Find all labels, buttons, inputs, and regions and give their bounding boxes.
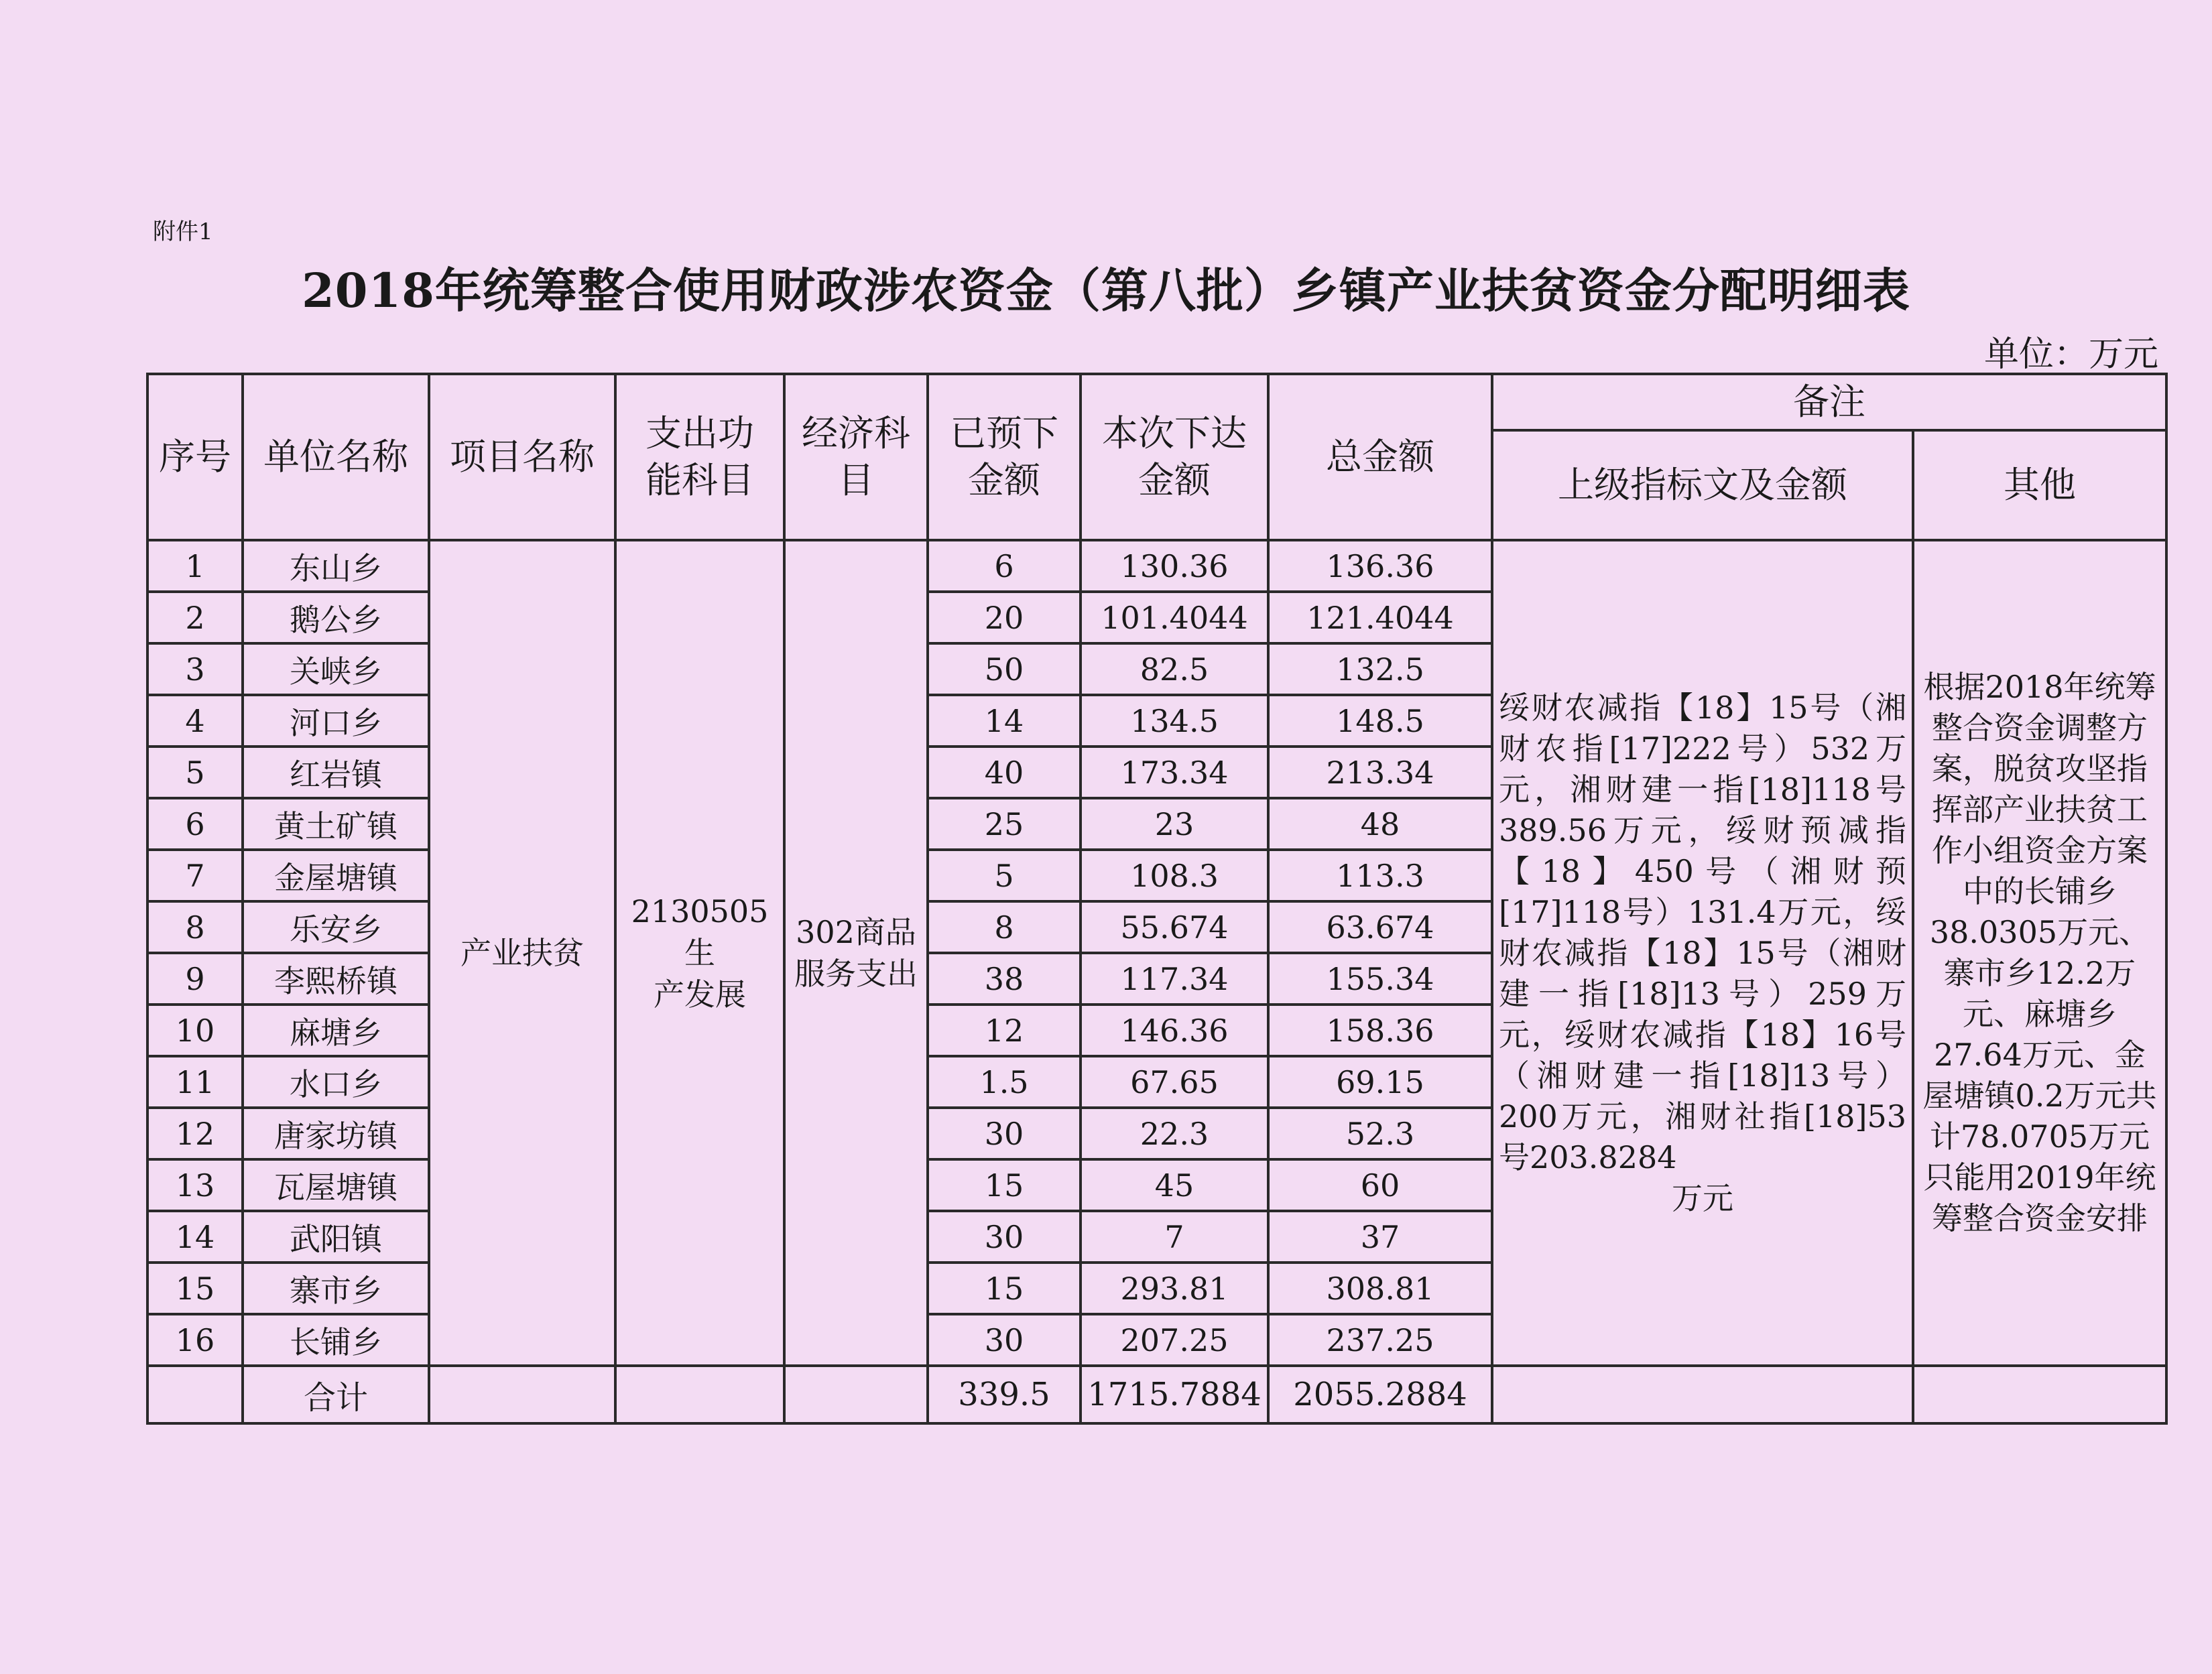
header-econ-line2: 目 (838, 459, 874, 501)
func-subject-line2: 产发展 (654, 976, 746, 1013)
cell-seq: 11 (147, 1056, 243, 1108)
cell-prior: 1.5 (928, 1056, 1081, 1108)
cell-seq: 1 (147, 540, 243, 592)
cell-total: 37 (1268, 1211, 1492, 1263)
cell-total: 113.3 (1268, 850, 1492, 901)
cell-func-subject (615, 540, 784, 1366)
header-seq: 序号 (147, 374, 243, 540)
header-remarks: 备注 (1492, 374, 2166, 430)
cell-seq: 9 (147, 953, 243, 1005)
other-note: 根据2018年统筹整合资金调整方案，脱贫攻坚指挥部产业扶贫工作小组资金方案中的长铺乡38.0305万元、寨市乡12.2万元、麻塘乡27.64万元、金屋塘镇0.2万元共计78.0705万元只能用2019年统筹整合资金安排 (1913, 540, 2166, 1366)
cell-unit-name: 金屋塘镇 (243, 850, 429, 901)
cell-total: 136.36 (1268, 540, 1492, 592)
cell-prior: 30 (928, 1211, 1081, 1263)
superior-note (1492, 540, 1913, 1366)
cell-unit-name: 水口乡 (243, 1056, 429, 1108)
header-superior: 上级指标文及金额 (1492, 430, 1913, 540)
cell-unit-name: 河口乡 (243, 695, 429, 747)
superior-note-end: 万元 (1672, 1179, 1733, 1216)
cell-current: 82.5 (1081, 643, 1268, 695)
cell-prior: 14 (928, 695, 1081, 747)
cell-prior: 25 (928, 798, 1081, 850)
cell-total: 308.81 (1268, 1263, 1492, 1314)
cell-prior: 15 (928, 1159, 1081, 1211)
cell-unit-name: 李熙桥镇 (243, 953, 429, 1005)
header-project: 项目名称 (429, 374, 615, 540)
cell-current: 67.65 (1081, 1056, 1268, 1108)
cell-unit-name: 麻塘乡 (243, 1005, 429, 1056)
table-row (147, 540, 2166, 592)
header-func-line2: 能科目 (646, 459, 754, 501)
cell-total: 155.34 (1268, 953, 1492, 1005)
allocation-table (146, 373, 2168, 1425)
total-current: 1715.7884 (1081, 1366, 1268, 1423)
total-other-empty (1913, 1366, 2166, 1423)
cell-seq: 14 (147, 1211, 243, 1263)
cell-seq: 6 (147, 798, 243, 850)
cell-total: 121.4044 (1268, 592, 1492, 643)
cell-econ-subject (784, 540, 928, 1366)
cell-seq: 4 (147, 695, 243, 747)
total-total: 2055.2884 (1268, 1366, 1492, 1423)
total-seq-empty (147, 1366, 243, 1423)
cell-seq: 13 (147, 1159, 243, 1211)
cell-seq: 10 (147, 1005, 243, 1056)
cell-unit-name: 长铺乡 (243, 1314, 429, 1366)
total-project-empty (429, 1366, 615, 1423)
cell-prior: 30 (928, 1314, 1081, 1366)
cell-prior: 20 (928, 592, 1081, 643)
cell-unit-name: 鹅公乡 (243, 592, 429, 643)
header-current-line2: 金额 (1138, 459, 1211, 501)
cell-total: 213.34 (1268, 747, 1492, 798)
header-current-line1: 本次下达 (1102, 412, 1247, 454)
cell-total: 63.674 (1268, 901, 1492, 953)
cell-unit-name: 瓦屋塘镇 (243, 1159, 429, 1211)
cell-unit-name: 武阳镇 (243, 1211, 429, 1263)
header-unit-name: 单位名称 (243, 374, 429, 540)
cell-total: 69.15 (1268, 1056, 1492, 1108)
cell-unit-name: 东山乡 (243, 540, 429, 592)
header-func-subject (615, 374, 784, 540)
header-prior-line1: 已预下 (950, 412, 1058, 454)
cell-prior: 5 (928, 850, 1081, 901)
cell-current: 22.3 (1081, 1108, 1268, 1159)
total-func-empty (615, 1366, 784, 1423)
cell-current: 7 (1081, 1211, 1268, 1263)
cell-project-name: 产业扶贫 (429, 540, 615, 1366)
cell-seq: 5 (147, 747, 243, 798)
header-func-line1: 支出功 (646, 412, 754, 454)
cell-total: 52.3 (1268, 1108, 1492, 1159)
cell-total: 60 (1268, 1159, 1492, 1211)
cell-seq: 7 (147, 850, 243, 901)
econ-subject-line2: 服务支出 (794, 956, 918, 992)
page-title: 2018年统筹整合使用财政涉农资金（第八批）乡镇产业扶贫资金分配明细表 (302, 263, 1910, 318)
cell-current: 130.36 (1081, 540, 1268, 592)
cell-total: 132.5 (1268, 643, 1492, 695)
cell-total: 48 (1268, 798, 1492, 850)
cell-current: 293.81 (1081, 1263, 1268, 1314)
cell-prior: 6 (928, 540, 1081, 592)
cell-seq: 2 (147, 592, 243, 643)
header-econ-subject (784, 374, 928, 540)
cell-current: 146.36 (1081, 1005, 1268, 1056)
cell-unit-name: 唐家坊镇 (243, 1108, 429, 1159)
cell-unit-name: 关峡乡 (243, 643, 429, 695)
cell-seq: 16 (147, 1314, 243, 1366)
cell-current: 45 (1081, 1159, 1268, 1211)
total-row (147, 1366, 2166, 1423)
cell-current: 207.25 (1081, 1314, 1268, 1366)
cell-current: 173.34 (1081, 747, 1268, 798)
header-other: 其他 (1913, 430, 2166, 540)
cell-prior: 50 (928, 643, 1081, 695)
cell-current: 134.5 (1081, 695, 1268, 747)
cell-prior: 40 (928, 747, 1081, 798)
cell-seq: 3 (147, 643, 243, 695)
total-label: 合计 (243, 1366, 429, 1423)
header-current-amount (1081, 374, 1268, 540)
cell-current: 101.4044 (1081, 592, 1268, 643)
header-econ-line1: 经济科 (802, 412, 910, 454)
cell-total: 158.36 (1268, 1005, 1492, 1056)
header-total: 总金额 (1268, 374, 1492, 540)
cell-prior: 12 (928, 1005, 1081, 1056)
cell-total: 148.5 (1268, 695, 1492, 747)
econ-subject-line1: 302商品 (796, 914, 916, 950)
superior-note-text: 绥财农减指【18】15号（湘财农指[17]222号）532万元，湘财建一指[18]118号389.56万元，绥财预减指【18】450号（湘财预[17]118号）131.4万元，绥财农减指【18】15号（湘财建一指[18]13号）259万元，绥财农减指【18】16号（湘财建一指[18]13号）200万元，湘财社指[18]53号203.8284 (1499, 689, 1906, 1175)
cell-prior: 30 (928, 1108, 1081, 1159)
total-econ-empty (784, 1366, 928, 1423)
cell-current: 108.3 (1081, 850, 1268, 901)
func-subject-line1: 2130505生 (631, 893, 769, 971)
header-prior-line2: 金额 (968, 459, 1040, 501)
unit-label: 单位：万元 (1983, 334, 2158, 375)
cell-seq: 15 (147, 1263, 243, 1314)
attachment-label: 附件1 (153, 218, 213, 245)
cell-unit-name: 乐安乡 (243, 901, 429, 953)
cell-current: 55.674 (1081, 901, 1268, 953)
cell-current: 23 (1081, 798, 1268, 850)
total-prior: 339.5 (928, 1366, 1081, 1423)
cell-prior: 8 (928, 901, 1081, 953)
cell-prior: 15 (928, 1263, 1081, 1314)
header-prior-amount (928, 374, 1081, 540)
cell-prior: 38 (928, 953, 1081, 1005)
cell-unit-name: 红岩镇 (243, 747, 429, 798)
cell-total: 237.25 (1268, 1314, 1492, 1366)
cell-unit-name: 黄土矿镇 (243, 798, 429, 850)
cell-seq: 8 (147, 901, 243, 953)
total-superior-empty (1492, 1366, 1913, 1423)
cell-current: 117.34 (1081, 953, 1268, 1005)
cell-unit-name: 寨市乡 (243, 1263, 429, 1314)
cell-seq: 12 (147, 1108, 243, 1159)
